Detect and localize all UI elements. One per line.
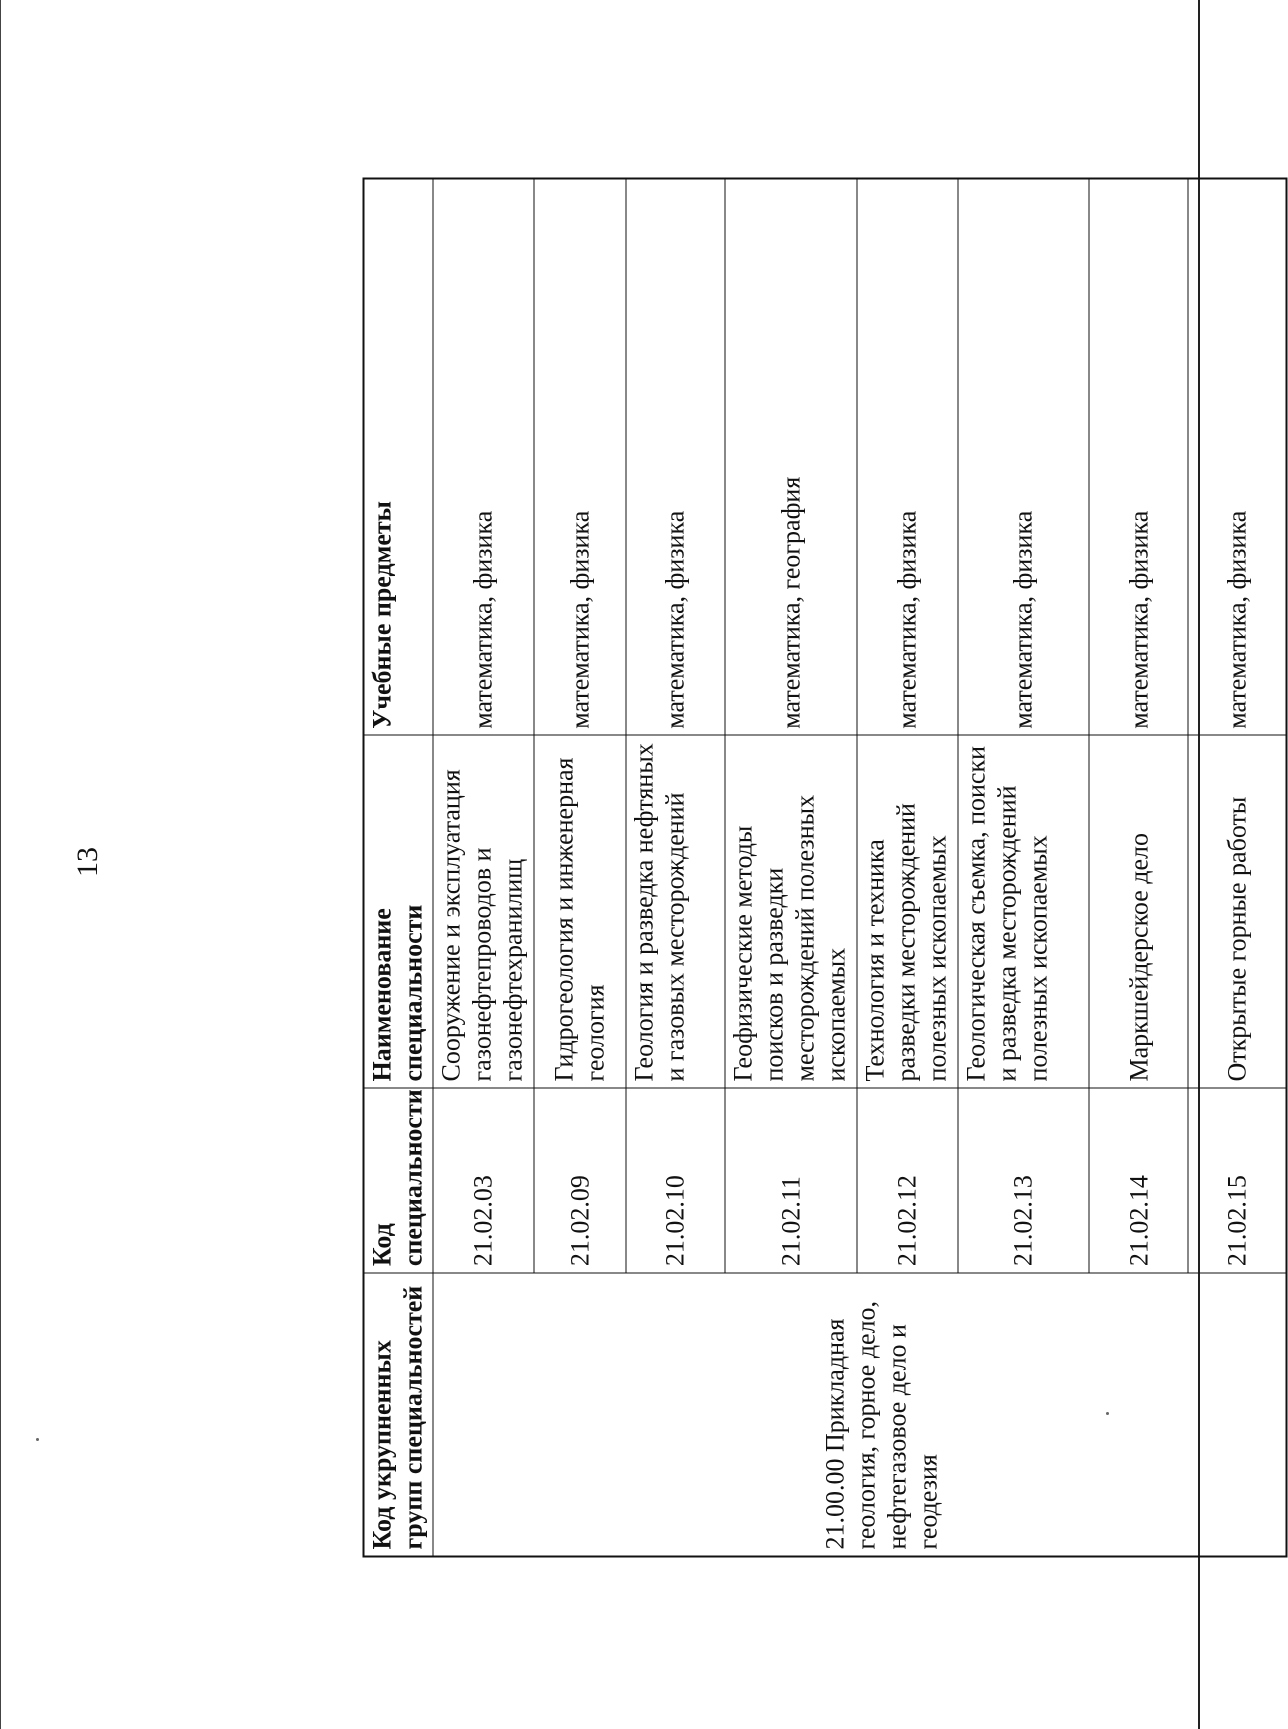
specialty-code: 21.02.09: [534, 1088, 626, 1273]
specialty-code: 21.02.13: [958, 1088, 1089, 1273]
subjects: математика, физика: [958, 179, 1089, 736]
specialty-name: Геофизические методы поисков и разведки месторождений полезных ископаемых: [725, 735, 858, 1088]
table-row: [433, 179, 534, 1557]
specialty-code: 21.02.12: [857, 1088, 958, 1273]
specialty-name: Геологическая съемка, поиски и разведка месторождений полезных ископаемых: [958, 735, 1089, 1088]
subjects: математика, физика: [1089, 179, 1188, 736]
specialty-name: Сооружение и эксплуатация газонефтепроводов и газонефтехранилищ: [433, 735, 534, 1088]
specialty-code: 21.02.14: [1089, 1088, 1188, 1273]
specialty-code: 21.02.11: [725, 1088, 858, 1273]
specialties-table: [363, 178, 1288, 1558]
page-number: 13: [71, 847, 104, 877]
subjects: математика, физика: [626, 179, 725, 736]
specialty-name: Маркшейдерское дело: [1089, 735, 1188, 1088]
subjects: математика, физика: [534, 179, 626, 736]
subjects: математика, физика: [857, 179, 958, 736]
specialty-code: 21.02.03: [433, 1088, 534, 1273]
header-specialty-code: Код специальности: [364, 1088, 433, 1273]
specialty-name: Открытые горные работы: [1188, 735, 1287, 1088]
header-subjects: Учебные предметы: [364, 179, 433, 736]
specialty-name: Технология и техника разведки месторождений полезных ископаемых: [857, 735, 958, 1088]
specialty-name: Геология и разведка нефтяных и газовых месторождений: [626, 735, 725, 1088]
subjects: математика, физика: [1188, 179, 1287, 736]
rotated-table-wrapper: [363, 178, 1288, 1558]
group-label-cell: [433, 1273, 1287, 1557]
header-specialty-name: Наименование специальности: [364, 735, 433, 1088]
table-header-row: [364, 179, 433, 1557]
group-label: 21.00.00 Прикладная геология, горное дело, нефтегазовое дело и геодезия: [820, 1300, 943, 1550]
header-group-code: Код укрупненных групп специальностей: [364, 1273, 433, 1557]
specialty-name: Гидрогеология и инженерная геология: [534, 735, 626, 1088]
scan-speck: [36, 1438, 39, 1441]
specialty-code: 21.02.15: [1188, 1088, 1287, 1273]
subjects: математика, физика: [433, 179, 534, 736]
specialty-code: 21.02.10: [626, 1088, 725, 1273]
subjects: математика, география: [725, 179, 858, 736]
